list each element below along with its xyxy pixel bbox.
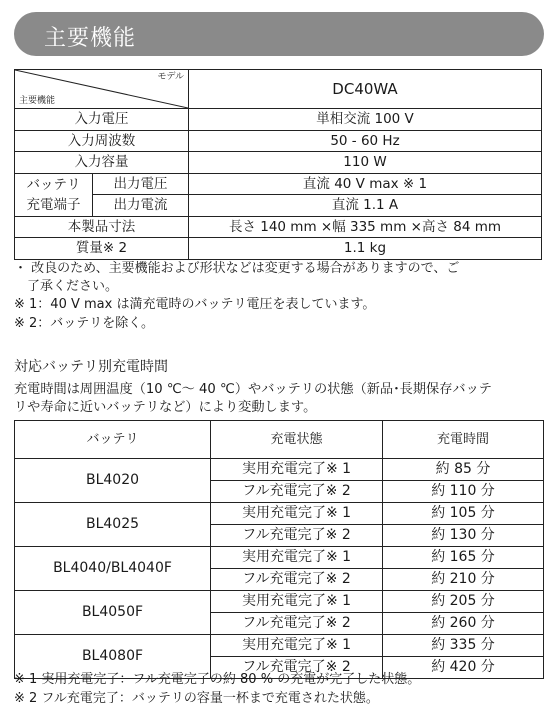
spec-row — [15, 152, 542, 174]
battery-terminal-label — [15, 173, 93, 216]
charge-time: 約 205 分 — [383, 591, 544, 613]
battery-name: BL4020 — [15, 459, 211, 503]
charge-state: 実用充電完了※ 1 — [211, 591, 383, 613]
charge-time: 約 165 分 — [383, 547, 544, 569]
battery-name: BL4050F — [15, 591, 211, 635]
section-title: 主要機能 — [44, 26, 137, 51]
note-line: 了承ください。 — [14, 279, 119, 294]
note-weight: ※ 2：バッテリを除く。 — [14, 316, 155, 331]
table-row — [15, 635, 544, 657]
table-row — [15, 591, 544, 613]
charge-time: 約 130 分 — [383, 525, 544, 547]
table-row — [15, 547, 544, 569]
charge-state: フル充電完了※ 2 — [211, 613, 383, 635]
charge-state: 実用充電完了※ 1 — [211, 635, 383, 657]
charge-state: フル充電完了※ 2 — [211, 569, 383, 591]
spec-row — [15, 195, 542, 217]
charge-section-title: 対応バッテリ別充電時間 — [14, 359, 168, 375]
note-improvement — [14, 260, 544, 296]
battery-label-line1: バッテリ — [26, 176, 81, 193]
spec-value: 長さ 140 mm ×幅 335 mm ×高さ 84 mm — [189, 216, 542, 238]
header-charge-time: 充電時間 — [383, 421, 544, 459]
charge-description — [14, 381, 546, 417]
spec-label: 入力周波数 — [15, 130, 189, 152]
charge-time: 約 420 分 — [383, 657, 544, 679]
battery-name: BL4080F — [15, 635, 211, 679]
spec-label: 本製品寸法 — [15, 216, 189, 238]
spec-value: 直流 40 V max ※ 1 — [189, 173, 542, 195]
spec-value: 単相交流 100 V — [189, 109, 542, 131]
description-line: 充電時間は周囲温度（10 ℃～ 40 ℃）やバッテリの状態（新品･長期保存バッテ — [14, 382, 492, 397]
note-line: ・ 改良のため、主要機能および形状などは変更する場合がありますので、ご — [14, 261, 460, 276]
spec-value: 110 W — [189, 152, 542, 174]
table-row — [15, 459, 544, 481]
spec-label: 入力容量 — [15, 152, 189, 174]
spec-row — [15, 109, 542, 131]
description-line: リや寿命に近いバッテリなど）により変動します。 — [14, 400, 317, 415]
charge-state: フル充電完了※ 2 — [211, 525, 383, 547]
charge-time: 約 260 分 — [383, 613, 544, 635]
note-max-voltage: ※ 1：40 V max は満充電時のバッテリ電圧を表しています。 — [14, 297, 376, 312]
spec-sublabel: 出力電流 — [93, 195, 189, 217]
charge-time: 約 110 分 — [383, 481, 544, 503]
charge-time-table — [14, 420, 544, 679]
charge-state: フル充電完了※ 2 — [211, 481, 383, 503]
spec-row — [15, 216, 542, 238]
section-header — [14, 12, 544, 56]
spec-row — [15, 130, 542, 152]
spec-row — [15, 173, 542, 195]
footnote-practical-charge: ※ 1 実用充電完了：フル充電完了の約 80 % の充電が完了した状態。 — [14, 672, 421, 687]
spec-value: 1.1 kg — [189, 238, 542, 260]
charge-time: 約 105 分 — [383, 503, 544, 525]
spec-header-row — [15, 70, 542, 109]
charge-time: 約 335 分 — [383, 635, 544, 657]
charge-state: 実用充電完了※ 1 — [211, 547, 383, 569]
spec-sublabel: 出力電圧 — [93, 173, 189, 195]
spec-value: 50 - 60 Hz — [189, 130, 542, 152]
spec-table — [14, 69, 542, 260]
spec-row — [15, 238, 542, 260]
battery-name: BL4025 — [15, 503, 211, 547]
model-name: DC40WA — [189, 70, 542, 109]
spec-value: 直流 1.1 A — [189, 195, 542, 217]
spec-label: 入力電圧 — [15, 109, 189, 131]
charge-time: 約 210 分 — [383, 569, 544, 591]
spec-corner-cell — [15, 70, 189, 109]
charge-state: 実用充電完了※ 1 — [211, 503, 383, 525]
corner-label-model: モデル — [157, 72, 184, 82]
battery-label-line2: 充電端子 — [26, 196, 81, 213]
header-charge-state: 充電状態 — [211, 421, 383, 459]
table-row — [15, 503, 544, 525]
charge-time: 約 85 分 — [383, 459, 544, 481]
corner-label-features: 主要機能 — [19, 96, 56, 106]
charge-state: フル充電完了※ 2 — [211, 657, 383, 679]
charge-state: 実用充電完了※ 1 — [211, 459, 383, 481]
footnote-full-charge: ※ 2 フル充電完了：バッテリの容量一杯まで充電された状態。 — [14, 691, 379, 706]
battery-name: BL4040/BL4040F — [15, 547, 211, 591]
header-battery: バッテリ — [15, 421, 211, 459]
spec-label: 質量※ 2 — [15, 238, 189, 260]
charge-header-row — [15, 421, 544, 459]
